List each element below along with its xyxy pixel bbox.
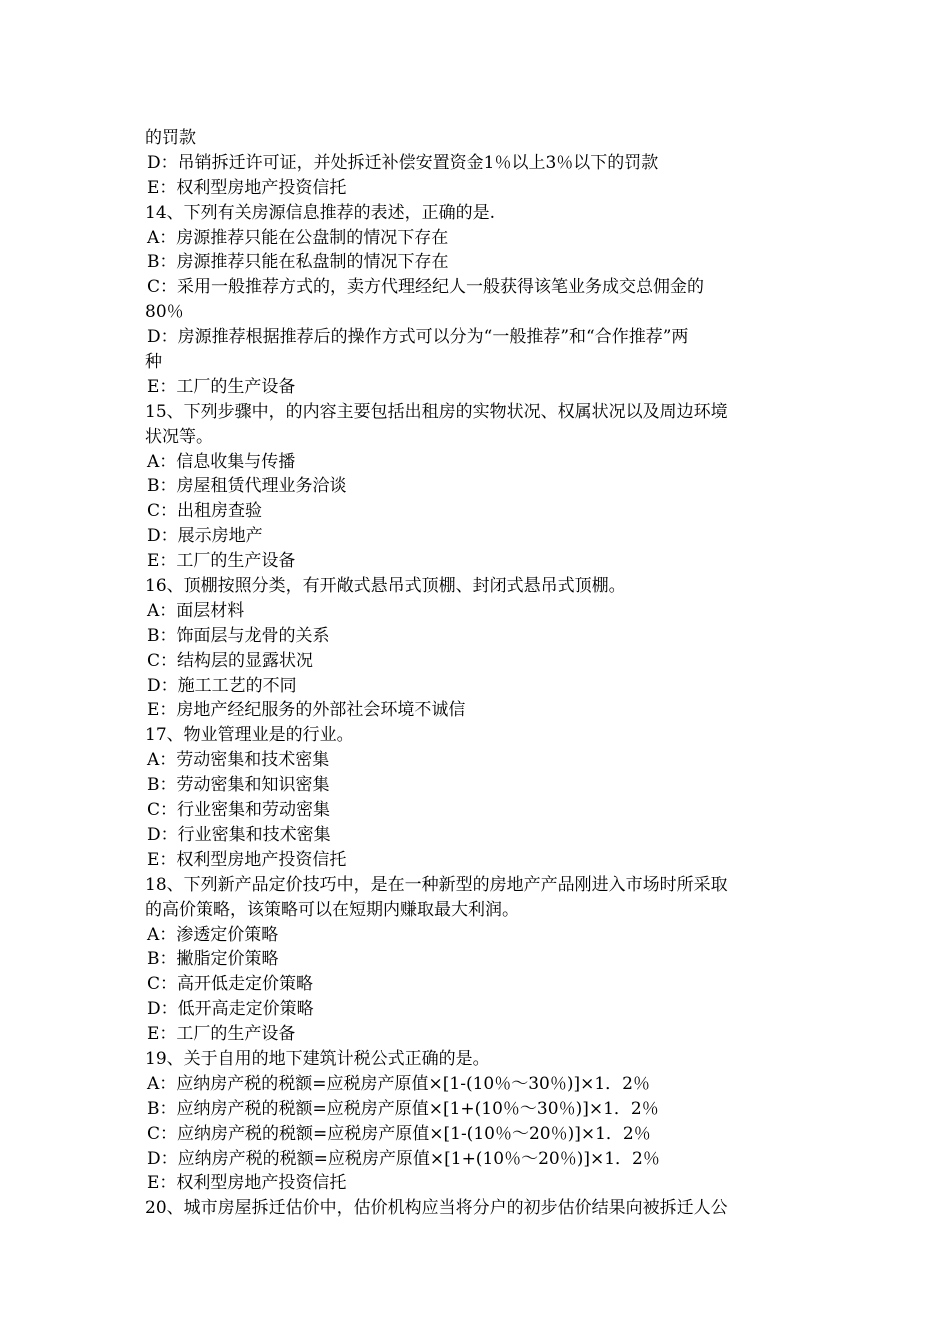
question-stem: 19、关于自用的地下建筑计税公式正确的是。 <box>145 1048 490 1069</box>
answer-option: B：房源推荐只能在私盘制的情况下存在 <box>147 252 449 273</box>
answer-option: C：出租房查验 <box>147 501 263 522</box>
answer-option: A：应纳房产税的税额=应税房产原值×[1-(10％～30％)]×1．2％ <box>147 1073 650 1094</box>
answer-option: D：应纳房产税的税额=应税房产原值×[1+(10％～20％)]×1．2％ <box>147 1148 660 1169</box>
answer-option: C：行业密集和劳动密集 <box>147 800 331 821</box>
question-stem: 17、物业管理业是的行业。 <box>145 725 354 746</box>
answer-option: E：工厂的生产设备 <box>147 376 296 397</box>
answer-option: D：行业密集和技术密集 <box>147 824 331 845</box>
answer-option: C：高开低走定价策略 <box>147 974 314 995</box>
continuation-line: 的罚款 <box>145 128 196 148</box>
answer-option: E：权利型房地产投资信托 <box>147 849 347 870</box>
answer-option: B：撇脂定价策略 <box>147 949 279 970</box>
answer-option: B：应纳房产税的税额=应税房产原值×[1+(10％～30％)]×1．2％ <box>147 1098 659 1119</box>
answer-option: E：工厂的生产设备 <box>147 551 296 572</box>
answer-option: C：结构层的显露状况 <box>147 650 314 671</box>
question-stem: 16、顶棚按照分类，有开敞式悬吊式顶棚、封闭式悬吊式顶棚。 <box>145 576 626 597</box>
continuation-line: 80％ <box>145 302 184 323</box>
answer-option: D：施工工艺的不同 <box>147 675 297 696</box>
continuation-line: 状况等。 <box>145 426 213 447</box>
answer-option: B：房屋租赁代理业务洽谈 <box>147 476 347 497</box>
answer-option: D：展示房地产 <box>147 526 263 547</box>
answer-option: A：渗透定价策略 <box>147 924 279 945</box>
answer-option: C：应纳房产税的税额=应税房产原值×[1-(10％～20％)]×1．2％ <box>147 1123 651 1144</box>
answer-option: A：信息收集与传播 <box>147 451 296 472</box>
continuation-line: 的高价策略，该策略可以在短期内赚取最大利润。 <box>145 899 519 920</box>
answer-option: E：工厂的生产设备 <box>147 1024 296 1045</box>
document-body <box>145 126 810 1221</box>
question-stem: 18、下列新产品定价技巧中，是在一种新型的房地产产品刚进入市场时所采取 <box>145 874 728 895</box>
answer-option: A：劳动密集和技术密集 <box>147 750 330 771</box>
answer-option: A：房源推荐只能在公盘制的情况下存在 <box>147 227 449 248</box>
answer-option: C：采用一般推荐方式的，卖方代理经纪人一般获得该笔业务成交总佣金的 <box>147 277 705 298</box>
answer-option: E：房地产经纪服务的外部社会环境不诚信 <box>147 700 466 721</box>
answer-option: A：面层材料 <box>147 600 245 621</box>
answer-option: D：房源推荐根据推荐后的操作方式可以分为“一般推荐”和“合作推荐”两 <box>147 327 689 348</box>
question-stem: 14、下列有关房源信息推荐的表述，正确的是. <box>145 202 496 223</box>
answer-option: B：饰面层与龙骨的关系 <box>147 625 330 646</box>
answer-option: D：吊销拆迁许可证，并处拆迁补偿安置资金1％以上3％以下的罚款 <box>147 152 659 173</box>
answer-option: E：权利型房地产投资信托 <box>147 177 347 198</box>
question-stem: 15、下列步骤中，的内容主要包括出租房的实物状况、权属状况以及周边环境 <box>145 401 728 422</box>
continuation-line: 种 <box>145 352 162 373</box>
answer-option: D：低开高走定价策略 <box>147 999 314 1020</box>
answer-option: E：权利型房地产投资信托 <box>147 1173 347 1194</box>
answer-option: B：劳动密集和知识密集 <box>147 775 330 796</box>
question-stem: 20、城市房屋拆迁估价中，估价机构应当将分户的初步估价结果向被拆迁人公 <box>145 1198 728 1219</box>
